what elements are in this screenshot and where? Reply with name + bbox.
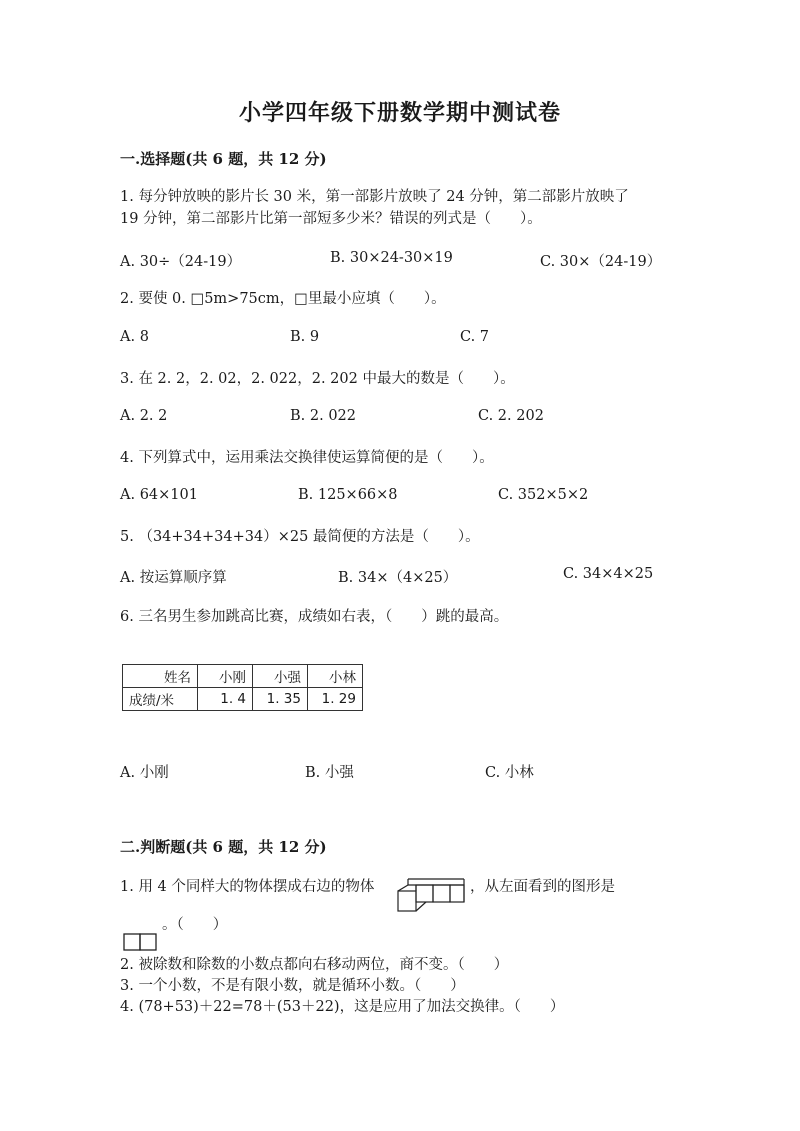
q3-option-c: C. 2. 202 (478, 408, 544, 424)
q4-option-a: A. 64×101 (120, 487, 198, 503)
q1-option-c: C. 30×（24-19） (540, 254, 662, 270)
q5-option-c: C. 34×4×25 (563, 566, 654, 582)
judge-1-part-2: ，从左面看到的图形是 (470, 879, 615, 895)
q1-option-a: A. 30÷（24-19） (120, 254, 242, 270)
question-1-line-2: 19 分钟，第二部影片比第一部短多少米？错误的列式是（ ）。 (120, 211, 542, 227)
q1-option-b: B. 30×24-30×19 (330, 250, 453, 266)
table-cell: 1. 4 (198, 688, 253, 711)
q2-option-a: A. 8 (120, 329, 149, 345)
q4-option-c: C. 352×5×2 (498, 487, 589, 503)
q5-option-b: B. 34×（4×25） (338, 570, 458, 586)
section-heading-judgement: 二.判断题(共 6 题，共 12 分) (120, 838, 327, 856)
table-row (123, 688, 363, 711)
front-view-squares-icon (123, 932, 159, 952)
q6-option-a: A. 小刚 (120, 765, 169, 781)
question-5: 5. （34+34+34+34）×25 最简便的方法是（ ）。 (120, 529, 480, 545)
blocks-3d-figure-icon (396, 876, 468, 914)
table-header-cell: 小林 (308, 665, 363, 688)
judge-1-part-3: 。（ ） (162, 917, 228, 933)
judge-2: 2. 被除数和除数的小数点都向右移动两位，商不变。（ ） (120, 957, 509, 973)
score-table (122, 664, 363, 711)
q3-option-a: A. 2. 2 (120, 408, 168, 424)
q2-option-c: C. 7 (460, 329, 490, 345)
judge-4: 4. (78+53)＋22=78＋(53＋22)，这是应用了加法交换律。（ ） (120, 999, 565, 1015)
judge-3: 3. 一个小数，不是有限小数，就是循环小数。（ ） (120, 978, 465, 994)
section-heading-choice: 一.选择题(共 6 题，共 12 分) (120, 150, 327, 168)
table-cell: 1. 29 (308, 688, 363, 711)
q3-option-b: B. 2. 022 (290, 408, 356, 424)
question-2: 2. 要使 0. □5m>75cm，□里最小应填（ ）。 (120, 291, 446, 307)
q5-option-a: A. 按运算顺序算 (120, 570, 227, 586)
q2-option-b: B. 9 (290, 329, 320, 345)
q6-option-b: B. 小强 (305, 765, 354, 781)
question-1-line-1: 1. 每分钟放映的影片长 30 米，第一部影片放映了 24 分钟，第二部影片放映了 (120, 189, 629, 205)
question-4: 4. 下列算式中，运用乘法交换律使运算简便的是（ ）。 (120, 450, 494, 466)
q6-option-c: C. 小林 (485, 765, 534, 781)
table-row (123, 665, 363, 688)
table-cell: 1. 35 (253, 688, 308, 711)
judge-1-part-1: 1. 用 4 个同样大的物体摆成右边的物体 (120, 879, 375, 895)
question-6: 6. 三名男生参加跳高比赛，成绩如右表，（ ）跳的最高。 (120, 609, 509, 625)
table-header-cell: 小刚 (198, 665, 253, 688)
table-header-cell: 小强 (253, 665, 308, 688)
table-header-cell: 姓名 (123, 665, 198, 688)
question-3: 3. 在 2. 2，2. 02，2. 022，2. 202 中最大的数是（ ）。 (120, 371, 515, 387)
page-title: 小学四年级下册数学期中测试卷 (238, 100, 561, 126)
table-row-label: 成绩/米 (123, 688, 198, 711)
q4-option-b: B. 125×66×8 (298, 487, 398, 503)
